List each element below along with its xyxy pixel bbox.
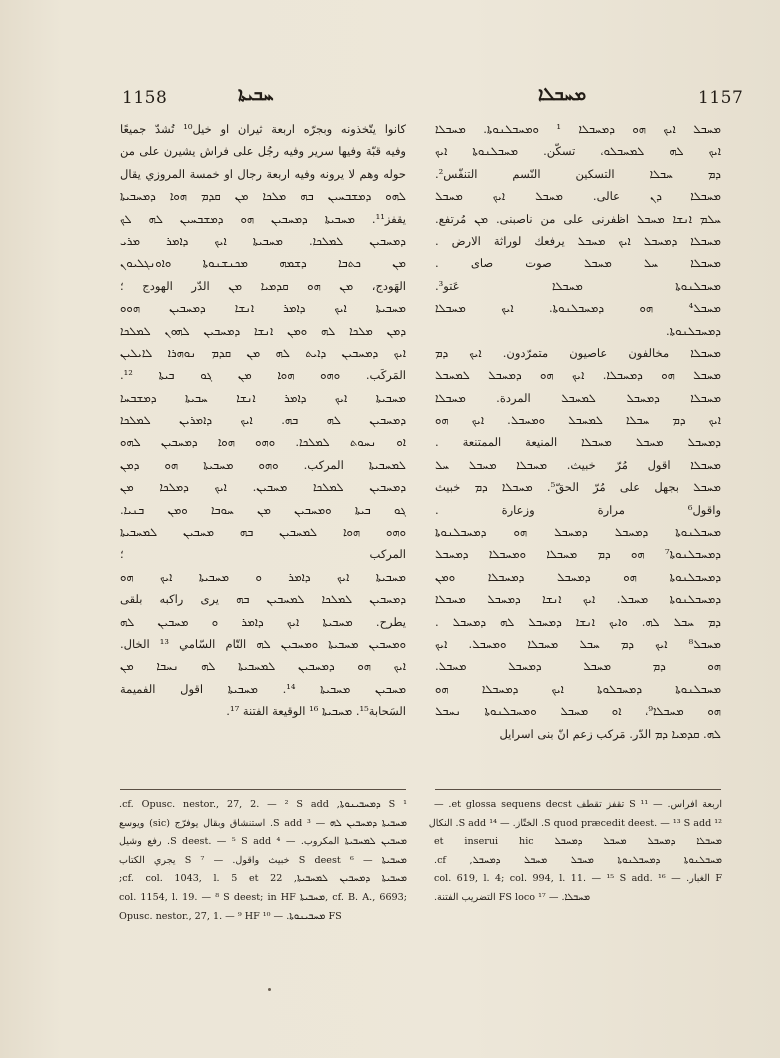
text-line: السَحابة¹⁵. ܡܚܒܝܬܐ ¹⁶ الوقيعة الفتنة ¹⁷. [226,704,406,719]
text-line: وفيه قبّة وفيها سرير وفيه رجُل على فراش يشيرن على من [120,144,406,159]
footnote-line: ¹² S quod præcedit deest. — ¹³ S add. الختّاز. — ¹⁴ S add. النكال [428,817,722,829]
text-line: ܓܘ ܒܝܬܐ ܘܡܚܒܝܢ ܡܢ ܚܘܒܐ ܘܡܢ ܒܢܝܐ. [120,502,406,517]
text-line: المَركَب. ܘܗܘ ܗܘܐ ܡܢ ܓܘ ܒܝܬܐ ¹². [120,368,406,383]
footnote-rule-right [435,789,721,790]
footnote-line: Opusc. nestor., 27, 1. — ⁹ HF ܡܚܒܝܢܘܬܐ. — ¹⁰ FS [119,910,342,922]
text-line: حوله وهم لا يرونه وفيه اربعة رجال او خمسة المروزي يقال [120,166,406,181]
text-line: ܡܢ ܟܬܒܐ ܕܫܡܗ ܡܟܢܫܢܘܬܐ ܘܐܘܢܓܠܝܘܢ [120,256,406,271]
text-line: ܐܝܟ ܠܗ ܠܡܚܒܠܘ، تسكّن. ܡܚܒܠܢܘܬܐ ܐܝܟ [435,144,721,159]
text-line: الهَودج، ܡܢ ܗܘ ܩܕܡܝܐ ܡܢ الدّر الهودج ؛ [120,278,406,293]
text-line: ܗܘ ܡܚܒܠܐ⁹، ܐܘ ܡܚܒܠ ܘܡܚܒܠܢܘܬܐ ܢܚܒܠ [435,704,721,719]
text-line: ܡܚܒܠܢܘܬܐ ܕܡܚܒܠ ܕܡܚܒܠ ܗܘ ܕܡܚܒܠܢܘܬܐ [435,525,721,540]
right-head-word: ܡܚܒܠܐ [538,84,587,105]
text-line: ܡܚܒܠ ܗܘ ܕܡܚܒܠܐ. ܐܝܟ ܗܘ ܕܡܚܒܠ ܠܡܚܒܠ [435,368,721,383]
text-line: ܕܡܚܒܠܢܘܬܐ. [665,323,721,338]
footnote-line: ܡܚܒܝܬܐ ܕܡܚܒܝܢ ܠܡܚܒܝܬܐ, cf. col. 1043, l. 5 et 22; [119,873,407,885]
footnote-line: ܡܚܒܝܬܐ ܕܡܚܒܝܢ ܠܗ — ³ S add. استنشاق وبقال يوفرّج (sic) ويوسع [119,817,408,829]
text-line: ܕܡܚܒܠܢܘܬܐ⁷ ܗܘ ܕܡ ܡܚܒܠܐ ܘܡܚܒܠܐ ܕܡܚܒܠ [435,547,721,562]
text-line: ܡܚܒܠ بجهل على مُرّ الحقّ⁵. ܡܚܒܠܐ ܕܡ خبيث [435,480,721,495]
text-line: ܡܚܒܠ ܐܝܟ ܗܘ ܕܡܚܒܠܐ ¹ ܘܡܚܒܠܢܘܬܐ. ܡܚܒܠܐ [435,122,721,136]
footnote-line: ܡܚܒܠܢܘܬܐ ܕܡܚܒܠܢܘܬܐ ܡܚܒܠ ܡܚܒܠ ܕܡܚܒܠ, cf. [434,854,722,866]
text-line: ܠܡܚܒܝܬܐ المركب. ܘܗܘ ܡܚܒܝܬܐ ܗܘ ܕܡܢ [120,457,406,472]
text-line: ܕܡܚܒܠ ܡܚܒܠ ܡܚܒܠܐ المنيعة الممتنعة . [435,435,721,450]
footnote-line: col. 619, l. 4; col. 994, l. 11. — ¹⁵ S add. الغبار. — ¹⁶ F [434,873,722,885]
left-page-number: 1158 [122,88,168,108]
text-line: ܕܡܚܒܠܢܘܬܐ ܡܚܒܠ. ܐܝܟ ܐܢܫܐ ܕܡܚܒܠ ܡܚܒܠܐ [435,592,721,607]
text-line: ܡܚܒܠܐ مخالفون عاصيون متمرّدون. ܐܝܟ ܕܡ [435,345,721,360]
text-line: ܕܡܢ ܡܠܟܐ ܠܗ ܘܡܢ ܐܢܫܐ ܕܡܚܒܝܢ ܠܗܘܢ ܠܡܠܟܐ [120,323,406,338]
footnote-line: ܡܚܒܠܐ ܕܡܚܒܠ ܡܚܒܠ ܕܡܚܒܠ et inserui hic [434,836,722,848]
left-text-column [120,118,406,723]
footnote-line: ܡܚܒܝܬܐ — ⁶ S deest خبيث واقول. — ⁷ S يجري الكتاب [119,854,407,866]
text-line: ܠܗ. ܩܕܡܝܐ ܕܡ الدّر. مَركب زعم انّ بنى اسرايل [499,726,721,741]
text-line: ܐܝܟ ܕܡ ܚܒܠܐ ܠܡܚܒܠ ܘܡܚܒܠ. ܐܝܟ ܗܘ [435,413,721,428]
text-line: المركب ؛ [120,547,406,562]
footnote-line: ܡܚܒܝܢ ܠܡܚܒܝܬܐ المكروب. — ⁴ S deest. — ⁵ S add. رفع وشيل [119,836,407,848]
text-line: ܡܚܒܠ⁸ ܐܝܟ ܕܡ ܚܒܠ ܡܚܒܠܐ ܘܡܚܒܠ. ܐܝܟ [435,636,721,651]
text-line: ܕܡܚܒܝܢ ܠܡܠܟܐ ܡܚܒܝܢ. ܐܝܟ ܕܡܠܟܐ ܡܢ [120,480,406,495]
text-line: ܚܠܡ ܐܢܫܐ ܡܚܒܠ اظفرنى على من ناصبنى. ܡܢ مُرتفع. [435,211,721,226]
text-line: ܐܝܟ ܕܡܚܒܝܢ ܕܐܝܬ ܠܗ ܡܢ ܩܕܡ ܢܘܗܪܐ ܠܐܝܠܝܢ [120,345,406,360]
text-line: ܕܡ ܚܒܠ ܠܗ. ܘܐܝܟ ܐܢܫܐ ܕܡܚܒܠ ܠܗ ܕܡܚܒܠ . [435,614,721,629]
text-line: ܠܗܘ ܕܡܫܒܚܝܢ ܒܗ ܡܠܟܐ ܡܢ ܩܕܡ ܗܘܐ ܕܡܚܒܝܬܐ [120,189,406,204]
footnote-rule-left [120,789,406,790]
text-line: ܕܡܚܒܝܢ ܠܗ ܒܗ. ܐܝܟ ܕܐܡܪܝܢ ܠܡܠܟܐ [120,413,406,428]
left-footnotes [119,796,407,926]
text-line: ܡܚܒܠܐ ܕܢ عالى. ܡܚܒܠ ܐܝܟ ܡܚܒܠ [435,189,721,204]
text-line: ܡܚܒܠܢܘܬܐ ܡܚܒܠܐ عَتو³. [435,278,721,293]
right-text-column [435,118,721,745]
right-page-number: 1157 [698,88,744,108]
text-line: واقول⁶ مرارة وزعارة . [435,502,721,517]
text-line: ܕܡܚܒܝܢ ܠܡܠܟܐ ܠܡܚܒܝܢ ܒܗ يرى راكبه بلقى [120,592,406,607]
footnote-line: col. 1154, l. 19. — ⁸ S deest; in HF ܡܚܒܝܬܐ, cf. B. A., 6693; [119,891,407,903]
left-head-word: ܚܒܝܬܐ [238,84,274,105]
footnote-line: ܡܚܒܠܐ. — ¹⁷ FS loco التضريب الفتنة. [434,891,591,903]
paper-speck [268,988,271,991]
text-line: ܡܚܒܠܐ ܚܠ ܡܚܒܠ صوت صاى . [435,256,721,271]
text-line: كانوا يتّخذونه وبجرّه اربعة ثيران او خيل¹⁰ تُشدّ جميعًا [120,122,407,136]
text-line: ܕܡܚܒܝܢ ܠܡܠܟܐ. ܡܚܒܝܬܐ ܐܝܟ ܕܐܡܪ ܡܪܝ [120,233,406,248]
text-line: ܡܚܒܠܢܘܬܐ ܕܡܚܒܠܘܬܐ ܐܝܟ ܕܡܚܒܠܐ ܗܘ [435,681,721,696]
text-line: يطرح. ܡܚܒܝܬܐ ܐܝܟ ܕܐܡܪ ܘ ܡܚܒܝܢ ܠܗ [120,614,406,629]
text-line: يقفز¹¹. ܡܚܒܝܬܐ ܕܡܚܒܝܢ ܗܘ ܕܡܫܒܚܝܢ ܠܗ ܠܟ [120,211,406,226]
footnote-line: اربعة افراس. — ¹¹ S تقفز تقطف et glossa sequens decst. — [434,799,722,810]
footnote-line: ¹ S ܕܡܚܒܝܢܘܬܐ, cf. Opusc. nestor., 27, 2. — ² S add. [119,799,407,810]
text-line: ܡܚܒܝܬܐ ܐܝܟ ܕܐܡܪ ܘ ܡܚܒܝܬܐ ܐܝܟ ܗܘ [120,569,406,584]
text-line: ܡܚܒܠ⁴ ܗܘ ܕܡܚܒܠܢܘܬܐ. ܐܝܟ ܡܚܒܠܐ [435,301,721,316]
text-line: ܕܡ ܚܒܠܐ التسكين النّسم التنفّس². [435,166,721,181]
text-line: ܐܝܟ ܗܘ ܕܡܚܒܝܢ ܠܡܚܒܝܬܐ ܠܗ ܢܚܒܐ ܡܢ [120,659,406,674]
text-line: ܕܡܚܒܠܢܘܬܐ ܗܘ ܕܡܚܒܠ ܕܡܚܒܠܐ ܘܡܢ [435,569,721,584]
text-line: ܡܚܒܠܐ ܕܡܚܒܠ ܐܝܟ ܡܚܒܠ يرفعك لوراثة الارض . [435,233,721,248]
text-line: ܘܡܚܒܝܢ ܡܚܒܝܬܐ ܘܡܚܒܝܢ ܠܗ التّام السّامي ¹³ الخال. [120,636,406,651]
right-footnotes [428,796,722,908]
text-line: ܐܘ ܢܚܘܬ ܠܡܠܟܐ. ܘܗܘ ܗܘܐ ܕܡܚܒܝܢ ܠܗܘ [120,435,406,450]
text-line: ܡܚܒܠܐ ܕܡܚܒܠ ܠܡܚܒܠ المردة. ܡܚܒܠܐ [435,390,721,405]
text-line: ܡܚܒܝܬܐ ܐܝܟ ܕܐܡܪ ܐܢܫܐ ܚܒܝܬܐ ܕܡܫܒܚܐ [120,390,406,405]
text-line: ܘܗܘ ܗܘܐ ܠܡܚܒܝܢ ܒܗ ܡܚܒܝܢ ܠܡܚܒܝܬܐ [120,525,406,540]
text-line: ܡܚܒܝܢ ܡܚܒܝܬܐ ¹⁴. ܡܚܒܝܬܐ اقول الفميمة [120,681,407,696]
text-line: ܡܚܒܠܐ اقول مُرّ خبيث. ܡܚܒܠܐ ܡܚܒܠ ܚܠ [435,457,721,472]
text-line: ܗܘ ܕܡ ܡܚܒܠ ܕܡܚܒܠ ܡܚܒܠ. [435,659,721,674]
text-line: ܡܚܒܝܬܐ ܐܝܟ ܕܐܡܪ ܐܢܫܐ ܕܡܚܒܝܢ ܗܘܘ [120,301,406,316]
